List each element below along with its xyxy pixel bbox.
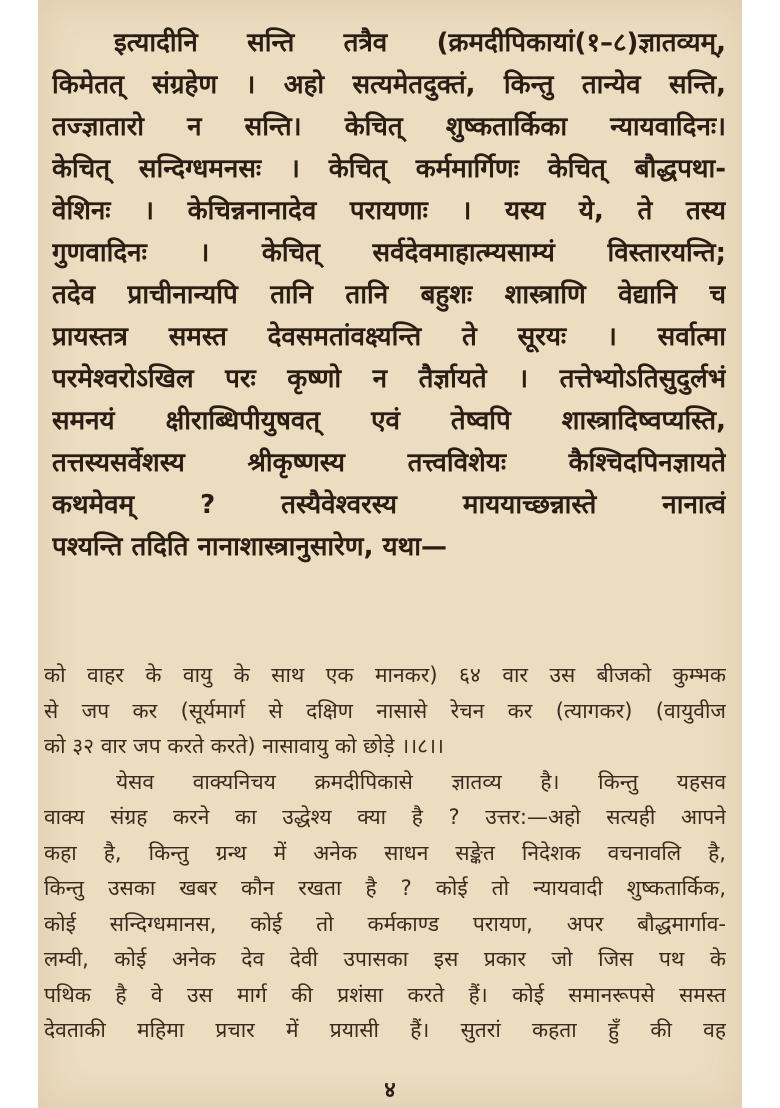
text-line: को वाहर के वायु के साथ एक मानकर) ६४ वार उस बीजको कुम्भक bbox=[44, 663, 726, 687]
text-line: कोई सन्दिग्धमानस, कोई तो कर्मकाण्ड परायण, अपर बौद्धमार्गाव- bbox=[44, 911, 726, 936]
text-line: कथमेवम् ? तस्यैवेश्वरस्य माययाच्छन्नास्ते नानात्वं bbox=[52, 490, 726, 520]
text-line: गुणवादिनः । केचित् सर्वदेवमाहात्म्यसाम्यं विस्तारयन्ति; bbox=[52, 238, 726, 268]
sanskrit-passage bbox=[52, 22, 726, 568]
page-number: ४ bbox=[384, 1078, 396, 1103]
text-line: से जप कर (सूर्यमार्ग से दक्षिण नासासे रेचन कर (त्यागकर) (वायुवीज bbox=[44, 698, 726, 723]
text-line: समनयं क्षीराब्धिपीयुषवत् एवं तेष्वपि शास्त्रादिष्वप्यस्ति, bbox=[52, 406, 726, 436]
text-line: प्रायस्तत्र समस्त देवसमतांवक्ष्यन्ति ते सूरयः । सर्वात्मा bbox=[52, 322, 726, 352]
text-line: पथिक है वे उस मार्ग की प्रशंसा करते हैं। कोई समानरूपसे समस्त bbox=[44, 982, 726, 1007]
text-line: कहा है, किन्तु ग्रन्थ में अनेक साधन सङ्केत निदेशक वचनावलि है, bbox=[44, 840, 726, 865]
text-line: किन्तु उसका खबर कौन रखता है ? कोई तो न्यायवादी शुष्कतार्किक, bbox=[44, 876, 726, 900]
text-line: वेशिनः । केचिन्ननानादेव परायणाः । यस्य ये, ते तस्य bbox=[52, 196, 726, 226]
text-line: इत्यादीनि सन्ति तत्रैव (क्रमदीपिकायां(१–८)ज्ञातव्यम्, bbox=[114, 28, 726, 58]
text-line: तज्ज्ञातारो न सन्ति। केचित् शुष्कतार्किका न्यायवादिनः। bbox=[52, 112, 726, 142]
hindi-translation bbox=[44, 658, 726, 1049]
text-line: तत्तस्यसर्वेशस्य श्रीकृष्णस्य तत्त्वविशेयः कैश्चिदपिनज्ञायते bbox=[52, 448, 726, 478]
text-line: देवताकी महिमा प्रचार में प्रयासी हैं। सुतरां कहता हुँ की वह bbox=[44, 1018, 726, 1042]
text-line: तदेव प्राचीनान्यपि तानि तानि बहुशः शास्त्राणि वेद्यानि च bbox=[52, 280, 726, 310]
text-line: किमेतत् संग्रहेण । अहो सत्यमेतदुक्तं, किन्तु तान्येव सन्ति, bbox=[52, 70, 726, 100]
text-line: येसव वाक्यनिचय क्रमदीपिकासे ज्ञातव्य है। किन्तु यहसव bbox=[116, 769, 726, 794]
text-line: केचित् सन्दिग्धमनसः । केचित् कर्ममार्गिणः केचित् बौद्धपथा- bbox=[52, 154, 726, 184]
text-line: पश्यन्ति तदिति नानाशास्त्रानुसारेण, यथा— bbox=[52, 532, 447, 562]
text-line: लम्वी, कोई अनेक देव देवी उपासका इस प्रकार जो जिस पथ के bbox=[44, 947, 726, 971]
text-line: परमेश्वरोऽखिल परः कृष्णो न तैर्ज्ञायते । तत्तेभ्योऽतिसुदुर्लभं bbox=[52, 364, 726, 394]
text-line: को ३२ वार जप करते करते) नासावायु को छोड़े ।।८।। bbox=[44, 734, 445, 758]
text-line: वाक्य संग्रह करने का उद्धेश्य क्या है ? उत्तर:—अहो सत्यही आपने bbox=[44, 805, 726, 829]
